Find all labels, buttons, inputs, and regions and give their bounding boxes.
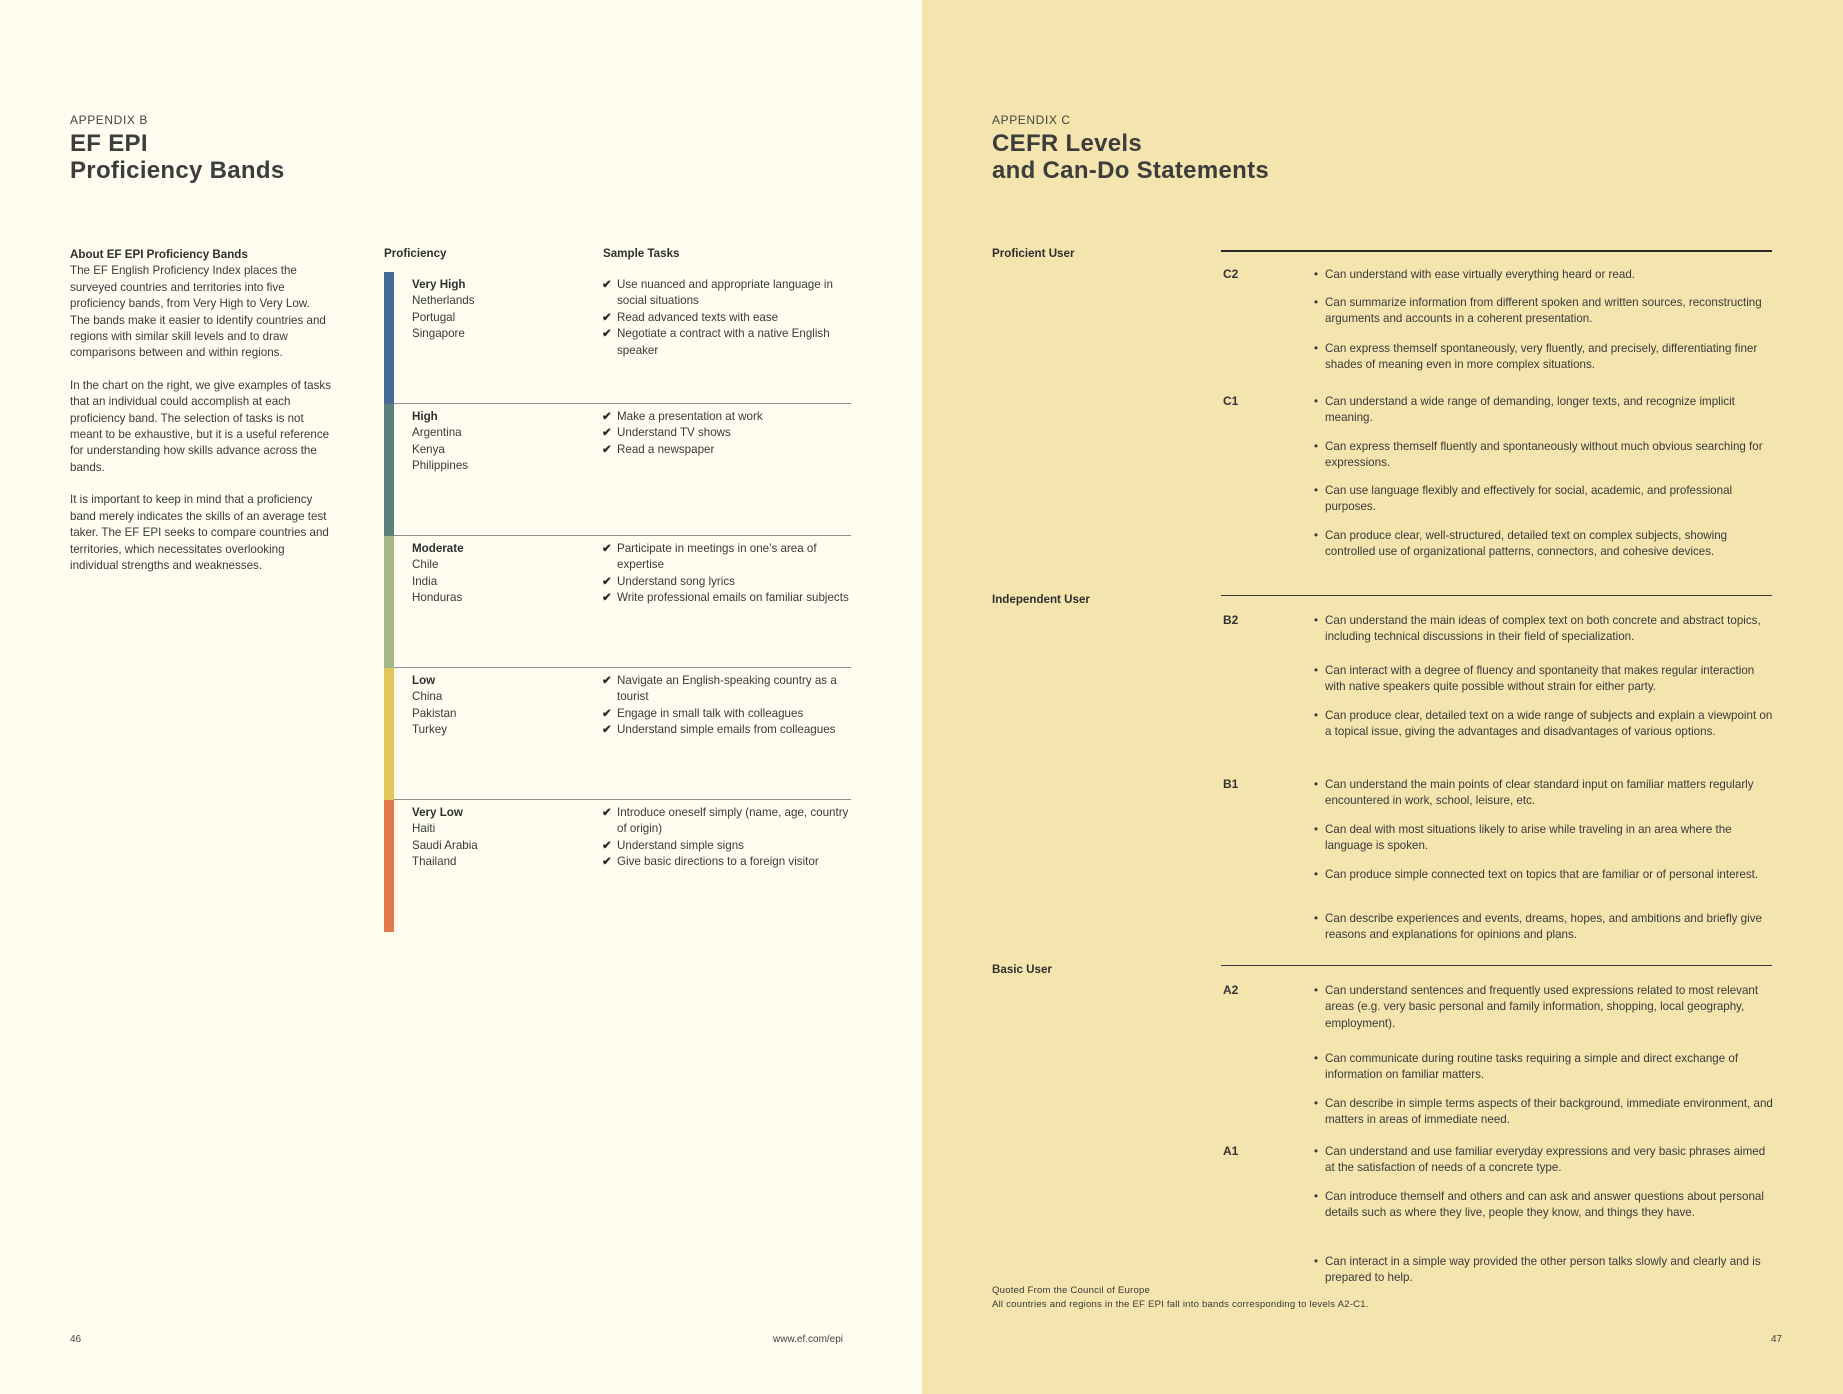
band-country: Kenya	[412, 442, 445, 456]
band-name: Moderate	[412, 542, 464, 555]
band-color-bar	[384, 272, 394, 404]
sample-task-text: Give basic directions to a foreign visitor	[617, 855, 819, 869]
sample-task	[602, 409, 852, 425]
can-do-statement-text: Can interact in a simple way provided the other person talks slowly and clearly and is prepared to help.	[1325, 1255, 1761, 1285]
band-country: Portugal	[412, 310, 456, 324]
sample-task-text: Negotiate a contract with a native English speaker	[617, 327, 830, 357]
intro-heading: About EF EPI Proficiency Bands	[70, 248, 248, 261]
can-do-statement	[1314, 1144, 1774, 1177]
sample-task-text: Read advanced texts with ease	[617, 310, 779, 324]
band-label	[412, 409, 468, 475]
cefr-group-label: Proficient User	[992, 247, 1075, 260]
bullet-icon: •	[1314, 664, 1319, 677]
can-do-statement	[1314, 708, 1774, 741]
proficiency-band	[384, 536, 851, 668]
bullet-icon: •	[1314, 868, 1319, 881]
appendix-c-kicker: APPENDIX C	[992, 113, 1071, 127]
can-do-statement	[1314, 341, 1774, 374]
band-label	[412, 805, 478, 871]
can-do-statement	[1314, 867, 1774, 883]
cefr-level-code: C1	[1223, 394, 1239, 408]
can-do-statement	[1314, 1096, 1774, 1129]
can-do-statement	[1314, 777, 1774, 810]
band-name: Very Low	[412, 806, 463, 819]
band-country: Pakistan	[412, 706, 457, 720]
bullet-icon: •	[1314, 529, 1319, 542]
band-country: Philippines	[412, 459, 469, 473]
sample-task-text: Navigate an English-speaking country as a tourist	[617, 674, 837, 704]
intro-paragraph-2: In the chart on the right, we give examples of tasks that an individual could accomplish at each proficiency band. The selection of tasks is not meant to be exhaustive, but it is a useful reference for understanding how skills advance across the bands.	[70, 378, 331, 474]
can-do-statement-text: Can understand sentences and frequently used expressions related to most relevant areas (e.g. very basic personal and family information, shopping, local geography, employment).	[1325, 984, 1759, 1030]
sample-task-text: Introduce oneself simply (name, age, country of origin)	[617, 806, 849, 836]
checkmark-icon: ✔	[602, 706, 612, 720]
checkmark-icon: ✔	[602, 442, 612, 456]
can-do-statement-text: Can interact with a degree of fluency and spontaneity that makes regular interaction with native speakers quite possible without strain for either party.	[1325, 664, 1755, 694]
band-name: Low	[412, 674, 436, 687]
band-name: Very High	[412, 278, 466, 291]
proficiency-column-header: Proficiency	[384, 247, 447, 260]
intro-column	[70, 247, 332, 590]
can-do-statement	[1314, 822, 1774, 855]
right-page	[922, 0, 1843, 1394]
band-label	[412, 541, 464, 607]
sample-task	[602, 442, 852, 458]
bullet-icon: •	[1314, 342, 1319, 355]
bullet-icon: •	[1314, 1255, 1319, 1268]
can-do-statement-text: Can summarize information from different spoken and written sources, reconstructing arguments and accounts in a coherent presentation.	[1325, 296, 1762, 326]
intro-paragraph-3: It is important to keep in mind that a proficiency band merely indicates the skills of an average test taker. The EF EPI seeks to compare countries and territories, which necessitates overlooking individual strengths and weaknesses.	[70, 493, 329, 572]
proficiency-band	[384, 668, 851, 800]
bullet-icon: •	[1314, 778, 1319, 791]
can-do-statement	[1314, 439, 1774, 472]
band-color-bar	[384, 536, 394, 668]
band-country: Netherlands	[412, 294, 475, 308]
band-country: Honduras	[412, 591, 463, 605]
bullet-icon: •	[1314, 268, 1319, 281]
page-number-left: 46	[70, 1334, 82, 1345]
checkmark-icon: ✔	[602, 806, 612, 819]
sample-task	[602, 722, 852, 738]
page-number-right: 47	[1771, 1334, 1783, 1345]
bullet-icon: •	[1314, 912, 1319, 925]
sample-task	[602, 425, 852, 441]
sample-task	[602, 805, 852, 838]
can-do-statement	[1314, 911, 1774, 944]
sample-task-text: Understand song lyrics	[617, 574, 735, 588]
checkmark-icon: ✔	[602, 723, 612, 737]
proficiency-band	[384, 800, 851, 932]
title-line-1: EF EPI	[70, 130, 148, 157]
can-do-statement-text: Can introduce themself and others and can ask and answer questions about personal details such as where they live, people they know, and things they have.	[1325, 1190, 1764, 1220]
checkmark-icon: ✔	[602, 674, 612, 687]
sample-task	[602, 310, 852, 326]
band-country: Turkey	[412, 723, 448, 737]
proficiency-band	[384, 272, 851, 404]
can-do-statement	[1314, 983, 1774, 1032]
bullet-icon: •	[1314, 1145, 1319, 1158]
bullet-icon: •	[1314, 296, 1319, 309]
checkmark-icon: ✔	[602, 310, 612, 324]
can-do-statement-text: Can produce clear, detailed text on a wide range of subjects and explain a viewpoint on a topical issue, giving the advantages and disadvantages of various options.	[1325, 709, 1773, 739]
sample-task	[602, 854, 852, 870]
checkmark-icon: ✔	[602, 410, 612, 423]
cefr-group-label: Independent User	[992, 593, 1090, 606]
can-do-statement-text: Can deal with most situations likely to arise while traveling in an area where the language is spoken.	[1325, 823, 1732, 853]
sample-task-text: Read a newspaper	[617, 442, 715, 456]
footer-url[interactable]: www.ef.com/epi	[773, 1334, 844, 1345]
bullet-icon: •	[1314, 1190, 1319, 1203]
cefr-level-code: B1	[1223, 777, 1239, 791]
sample-task-text: Engage in small talk with colleagues	[617, 706, 804, 720]
can-do-statement-text: Can understand the main ideas of complex text on both concrete and abstract topics, including technical discussions in their field of specialization.	[1325, 614, 1761, 644]
sample-task	[602, 838, 852, 854]
band-country: Thailand	[412, 855, 457, 869]
appendix-b-kicker: APPENDIX B	[70, 113, 149, 127]
band-country: Haiti	[412, 822, 436, 836]
bullet-icon: •	[1314, 484, 1319, 497]
can-do-statement	[1314, 1189, 1774, 1222]
sample-task-text: Write professional emails on familiar subjects	[617, 591, 849, 605]
can-do-statement-text: Can understand a wide range of demanding, longer texts, and recognize implicit meaning.	[1325, 395, 1735, 425]
band-country: India	[412, 574, 438, 588]
can-do-statement-text: Can express themself fluently and spontaneously without much obvious searching for expressions.	[1325, 440, 1763, 470]
can-do-statement	[1314, 483, 1774, 516]
title-line-2: and Can-Do Statements	[992, 157, 1270, 184]
bullet-icon: •	[1314, 395, 1319, 408]
sample-task-text: Participate in meetings in one’s area of expertise	[617, 542, 817, 572]
band-country: Argentina	[412, 426, 462, 440]
can-do-statement	[1314, 1051, 1774, 1084]
title-line-2: Proficiency Bands	[70, 157, 285, 184]
bullet-icon: •	[1314, 709, 1319, 722]
sample-task	[602, 541, 852, 574]
sample-tasks-column-header: Sample Tasks	[603, 247, 680, 260]
can-do-statement-text: Can produce clear, well-structured, detailed text on complex subjects, showing controlled use of organizational patterns, connectors, and cohesive devices.	[1325, 529, 1728, 559]
sample-task	[602, 590, 852, 606]
checkmark-icon: ✔	[602, 855, 612, 869]
band-color-bar	[384, 404, 394, 536]
checkmark-icon: ✔	[602, 426, 612, 440]
appendix-b-title	[70, 130, 285, 184]
sample-task-text: Understand simple signs	[617, 838, 744, 852]
footnote-source: Quoted From the Council of Europe	[992, 1285, 1151, 1296]
checkmark-icon: ✔	[602, 838, 612, 852]
can-do-statement-text: Can express themself spontaneously, very fluently, and precisely, differentiating finer shades of meaning even in more complex situations.	[1325, 342, 1758, 372]
band-country: Chile	[412, 558, 439, 572]
bullet-icon: •	[1314, 1097, 1319, 1110]
can-do-statement	[1314, 663, 1774, 696]
band-label	[412, 673, 456, 739]
can-do-statement-text: Can use language flexibly and effectively for social, academic, and professional purposes.	[1325, 484, 1733, 514]
sample-task	[602, 706, 852, 722]
band-color-bar	[384, 800, 394, 932]
footnote	[992, 1284, 1369, 1312]
band-name: High	[412, 410, 438, 423]
cefr-level-code: A2	[1223, 983, 1239, 997]
can-do-statement-text: Can understand the main points of clear standard input on familiar matters regularly encountered in work, school, leisure, etc.	[1325, 778, 1754, 808]
can-do-statement	[1314, 613, 1774, 646]
cefr-group-rule	[1221, 595, 1772, 596]
sample-task	[602, 673, 852, 706]
can-do-statement	[1314, 267, 1774, 283]
sample-task-text: Use nuanced and appropriate language in social situations	[617, 278, 833, 308]
sample-task	[602, 326, 852, 359]
cefr-level-code: C2	[1223, 267, 1239, 281]
band-sample-tasks	[602, 277, 852, 359]
sample-task-text: Understand TV shows	[617, 426, 731, 440]
can-do-statement	[1314, 1254, 1774, 1287]
bullet-icon: •	[1314, 614, 1319, 627]
can-do-statement-text: Can describe in simple terms aspects of their background, immediate environment, and matters in areas of immediate need.	[1325, 1097, 1773, 1127]
cefr-group-label: Basic User	[992, 963, 1052, 976]
cefr-level-code: A1	[1223, 1144, 1239, 1158]
sample-task-text: Understand simple emails from colleagues	[617, 723, 836, 737]
cefr-group-rule	[1221, 965, 1772, 966]
band-country: Singapore	[412, 327, 465, 341]
checkmark-icon: ✔	[602, 574, 612, 588]
can-do-statement	[1314, 394, 1774, 427]
cefr-level-code: B2	[1223, 613, 1239, 627]
bullet-icon: •	[1314, 823, 1319, 836]
proficiency-band	[384, 404, 851, 536]
band-color-bar	[384, 668, 394, 800]
sample-task	[602, 277, 852, 310]
band-country: Saudi Arabia	[412, 838, 478, 852]
band-sample-tasks	[602, 409, 852, 458]
intro-paragraph-1: The EF English Proficiency Index places the surveyed countries and territories into five proficiency bands, from Very High to Very Low. The bands make it easier to identify countries and regions with similar skill levels and to draw comparisons between and within regions.	[70, 264, 326, 360]
bullet-icon: •	[1314, 984, 1319, 997]
can-do-statement-text: Can understand with ease virtually everything heard or read.	[1325, 268, 1635, 281]
band-sample-tasks	[602, 673, 852, 739]
bullet-icon: •	[1314, 440, 1319, 453]
sample-task	[602, 574, 852, 590]
bullet-icon: •	[1314, 1052, 1319, 1065]
can-do-statement-text: Can communicate during routine tasks requiring a simple and direct exchange of information on familiar matters.	[1325, 1052, 1739, 1082]
can-do-statement-text: Can describe experiences and events, dreams, hopes, and ambitions and briefly give reasons and explanations for opinions and plans.	[1325, 912, 1762, 942]
can-do-statement	[1314, 295, 1774, 328]
checkmark-icon: ✔	[602, 542, 612, 555]
footnote-note: All countries and regions in the EF EPI fall into bands corresponding to levels A2-C1.	[992, 1299, 1369, 1310]
band-label	[412, 277, 475, 343]
can-do-statement-text: Can produce simple connected text on topics that are familiar or of personal interest.	[1325, 868, 1759, 881]
band-sample-tasks	[602, 541, 852, 607]
cefr-group-rule	[1221, 250, 1772, 252]
can-do-statement	[1314, 528, 1774, 561]
can-do-statement-text: Can understand and use familiar everyday expressions and very basic phrases aimed at the satisfaction of needs of a concrete type.	[1325, 1145, 1766, 1175]
checkmark-icon: ✔	[602, 278, 612, 291]
title-line-1: CEFR Levels	[992, 130, 1143, 157]
band-sample-tasks	[602, 805, 852, 871]
checkmark-icon: ✔	[602, 591, 612, 605]
appendix-c-title	[992, 130, 1269, 184]
band-country: China	[412, 690, 443, 704]
sample-task-text: Make a presentation at work	[617, 410, 763, 423]
checkmark-icon: ✔	[602, 327, 612, 341]
